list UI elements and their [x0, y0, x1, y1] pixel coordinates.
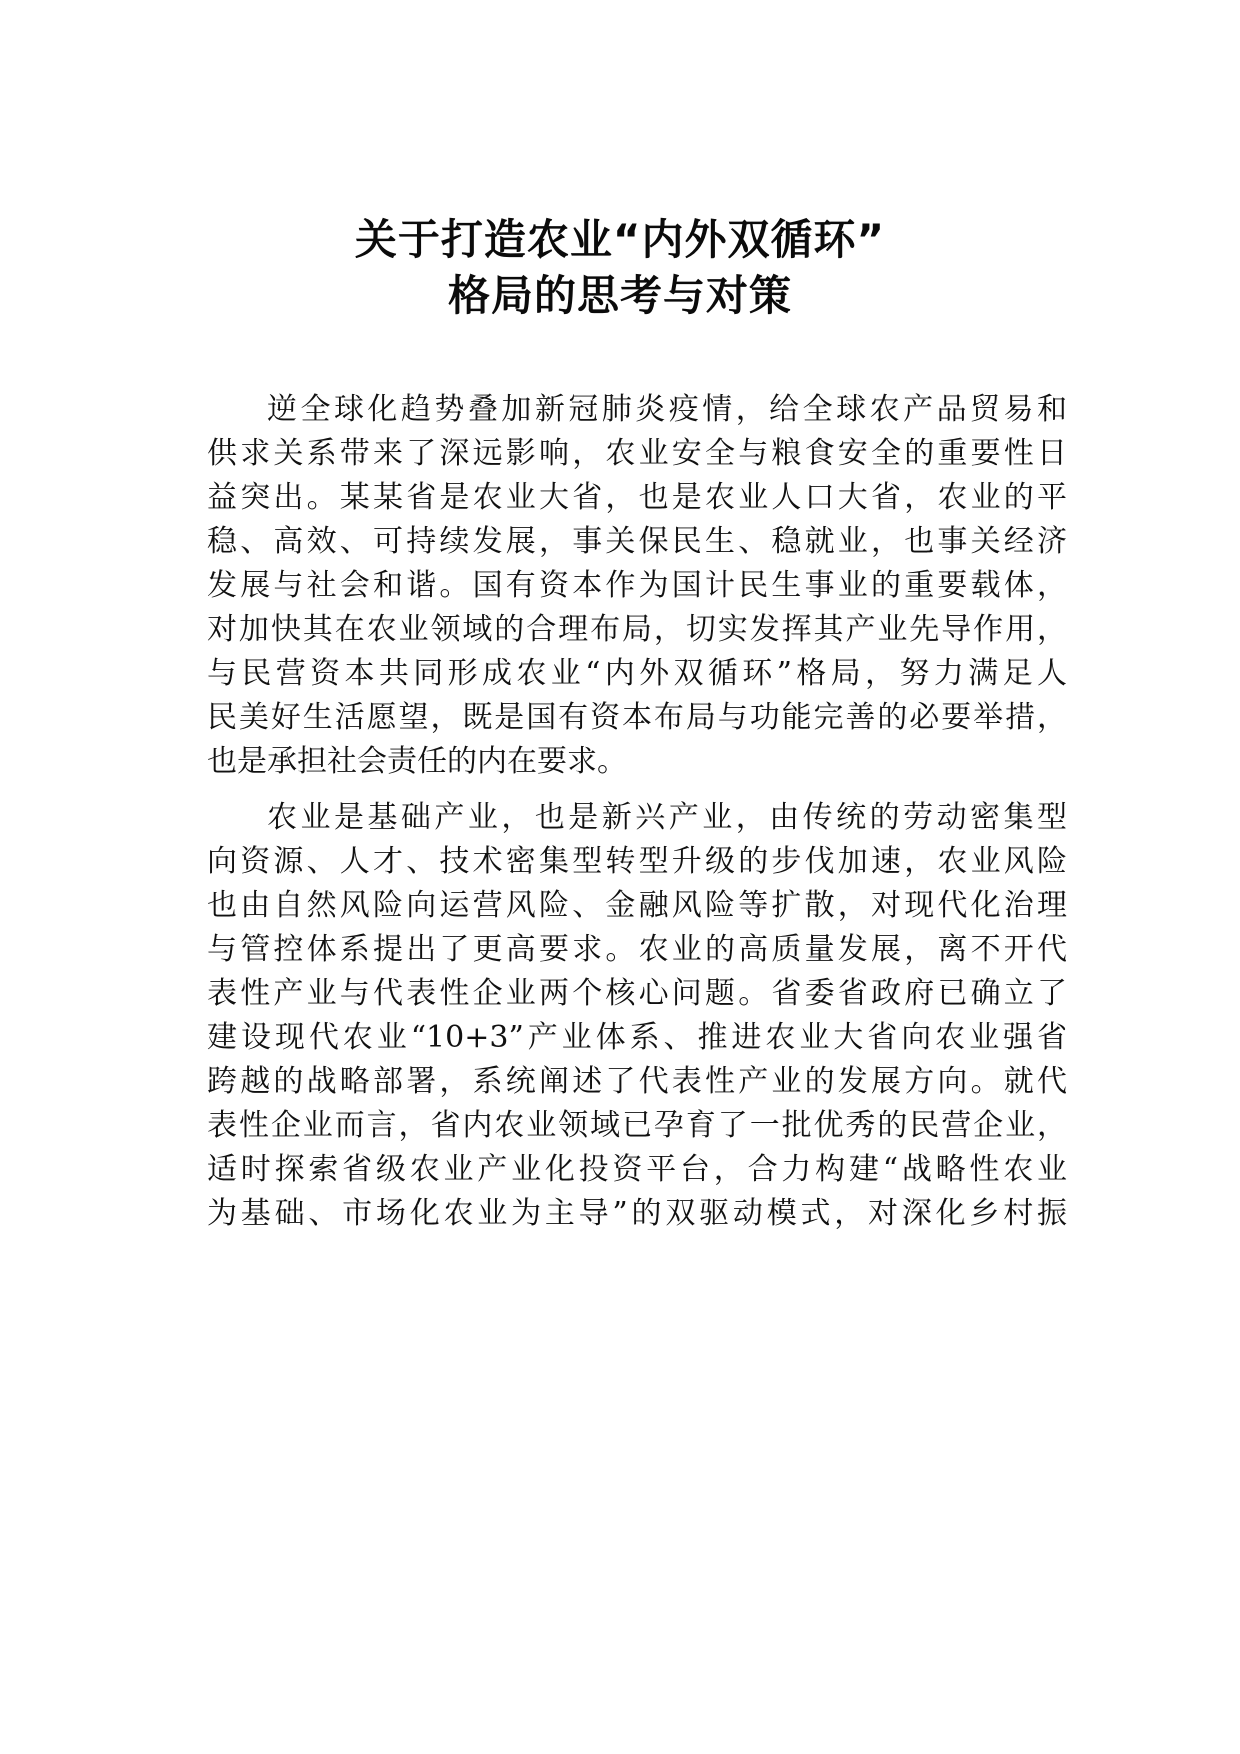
- paragraph-line: 逆全球化趋势叠加新冠肺炎疫情，给全球农产品贸易和: [267, 392, 1067, 427]
- paragraph-1: [207, 388, 1067, 784]
- paragraph-line: 稳、高效、可持续发展，事关保民生、稳就业，也事关经济: [207, 524, 1067, 559]
- paragraph-line: 表性产业与代表性企业两个核心问题。省委省政府已确立了: [207, 976, 1067, 1011]
- document-title: [0, 212, 1240, 324]
- paragraph-line: 建设现代农业“10+3”产业体系、推进农业大省向农业强省: [207, 1020, 1067, 1055]
- paragraph-line: 表性企业而言，省内农业领域已孕育了一批优秀的民营企业，: [207, 1108, 1067, 1143]
- paragraph-line: 农业是基础产业，也是新兴产业，由传统的劳动密集型: [267, 800, 1067, 835]
- document-body: [207, 388, 1067, 1248]
- paragraph-line: 适时探索省级农业产业化投资平台，合力构建“战略性农业: [207, 1152, 1067, 1187]
- paragraph-line: 发展与社会和谐。国有资本作为国计民生事业的重要载体，: [207, 568, 1067, 603]
- paragraph-line: 益突出。某某省是农业大省，也是农业人口大省，农业的平: [207, 480, 1067, 515]
- title-line-1: 关于打造农业“内外双循环”: [354, 215, 886, 264]
- paragraph-line: 也由自然风险向运营风险、金融风险等扩散，对现代化治理: [207, 888, 1067, 923]
- title-line-2: 格局的思考与对策: [447, 271, 792, 320]
- paragraph-line: 供求关系带来了深远影响，农业安全与粮食安全的重要性日: [207, 436, 1067, 471]
- paragraph-line: 也是承担社会责任的内在要求。: [207, 744, 627, 779]
- paragraph-line: 为基础、市场化农业为主导”的双驱动模式，对深化乡村振: [207, 1196, 1067, 1231]
- paragraph-line: 民美好生活愿望，既是国有资本布局与功能完善的必要举措，: [207, 700, 1067, 735]
- paragraph-line: 对加快其在农业领域的合理布局，切实发挥其产业先导作用，: [207, 612, 1067, 647]
- paragraph-line: 与民营资本共同形成农业“内外双循环”格局，努力满足人: [207, 656, 1067, 691]
- paragraph-line: 跨越的战略部署，系统阐述了代表性产业的发展方向。就代: [207, 1064, 1067, 1099]
- paragraph-line: 与管控体系提出了更高要求。农业的高质量发展，离不开代: [207, 932, 1067, 967]
- paragraph-2: [207, 796, 1067, 1236]
- paragraph-line: 向资源、人才、技术密集型转型升级的步伐加速，农业风险: [207, 844, 1067, 879]
